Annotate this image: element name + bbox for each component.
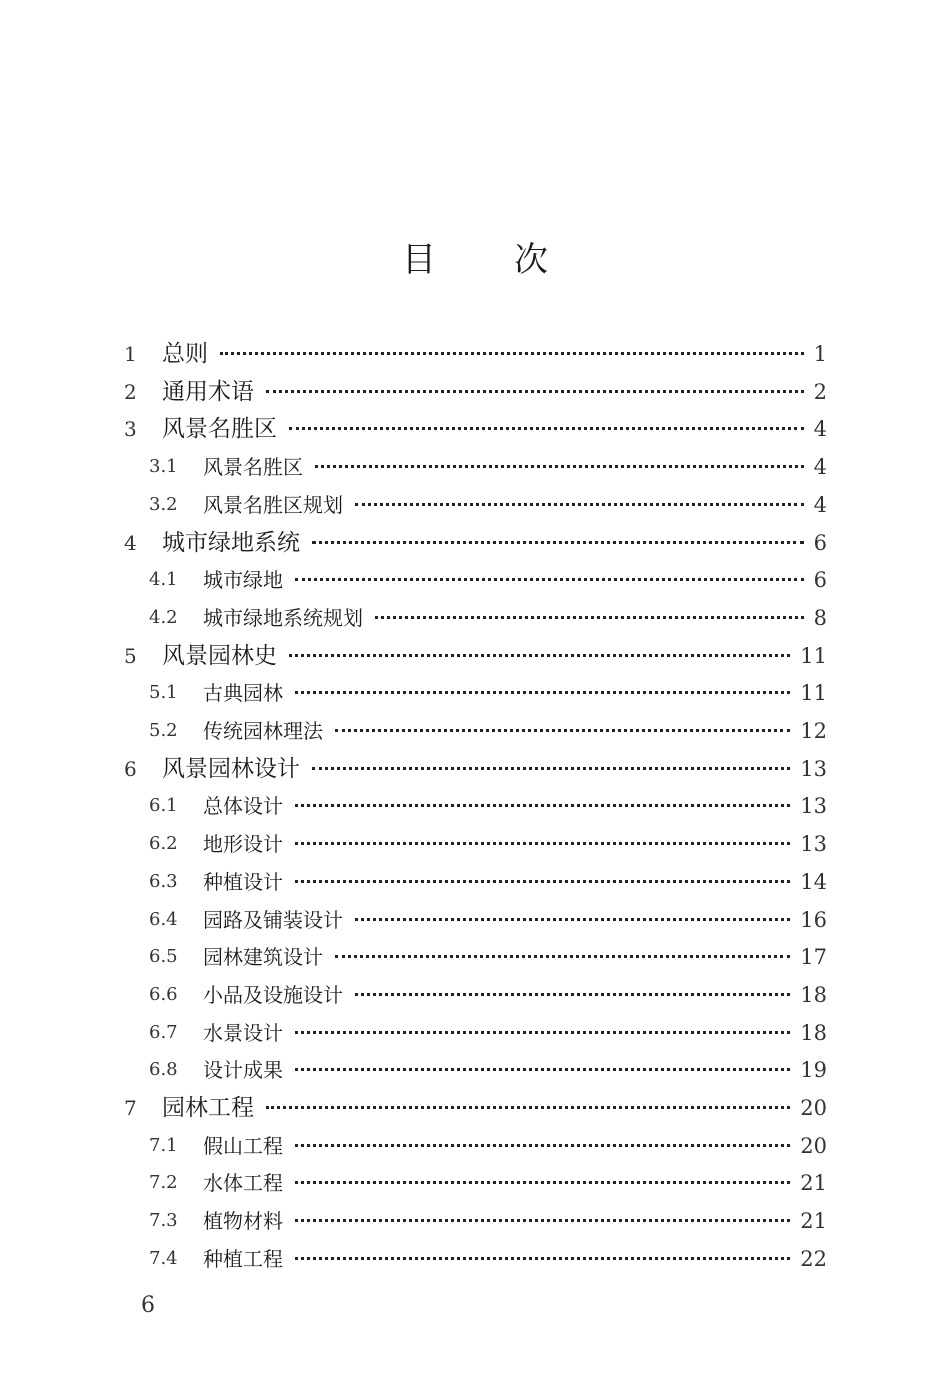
toc-entry-page: 11 [800,681,827,706]
toc-entry-page: 6 [813,530,827,555]
footer-page-number: 6 [141,1293,155,1318]
toc-entry-number: 3.1 [149,456,178,478]
toc-entry[interactable] [0,637,950,675]
toc-dot-leader [266,387,804,393]
toc-dot-leader [295,1028,790,1034]
toc-entry-number: 6.5 [149,946,178,968]
toc-entry[interactable] [0,1014,950,1052]
toc-entry-title: 假山工程 [203,1131,287,1161]
toc-entry-title: 风景名胜区 [162,414,281,444]
toc-dot-leader [335,726,790,732]
toc-entry[interactable] [0,599,950,637]
toc-entry-title: 园林工程 [162,1093,258,1123]
toc-dot-leader [295,1178,790,1184]
toc-entry-number: 6.7 [149,1021,178,1043]
toc-entry-number: 7.1 [149,1134,178,1156]
toc-dot-leader [295,877,790,883]
title-char-2: 次 [514,240,548,280]
toc-entry-title: 小品及设施设计 [203,980,347,1010]
toc-dot-leader [220,349,804,355]
toc-dot-leader [289,651,790,657]
toc-dot-leader [295,1141,790,1147]
toc-entry-page: 21 [800,1171,827,1196]
toc-entry[interactable] [0,674,950,712]
toc-dot-leader [312,538,804,544]
toc-dot-leader [295,801,790,807]
toc-entry-number: 6.1 [149,795,178,817]
toc-dot-leader [295,1065,790,1071]
toc-entry-title: 传统园林理法 [203,716,327,746]
toc-entry-page: 20 [800,1133,827,1158]
toc-entry-number: 6.8 [149,1059,178,1081]
toc-entry-number: 1 [124,342,137,366]
toc-dot-leader [289,424,804,430]
toc-entry-number: 5.1 [149,682,178,704]
toc-entry-page: 13 [800,756,827,781]
toc-entry[interactable] [0,524,950,562]
toc-dot-leader [295,839,790,845]
toc-entry-number: 3.2 [149,493,178,515]
toc-entry[interactable] [0,750,950,788]
toc-entry-number: 3 [124,417,137,442]
toc-entry-page: 19 [800,1058,827,1083]
toc-entry-title: 总体设计 [203,791,287,821]
toc-entry[interactable] [0,1202,950,1240]
toc-entry[interactable] [0,410,950,448]
toc-entry-number: 4.2 [149,606,178,628]
toc-entry-number: 7 [124,1096,137,1120]
toc-entry-number: 5 [124,643,137,668]
toc-dot-leader [355,500,804,506]
toc-entry-title: 古典园林 [203,678,287,708]
toc-entry-title: 种植设计 [203,867,287,897]
toc-entry-title: 风景园林设计 [162,754,304,784]
toc-entry-page: 8 [813,605,827,630]
toc-entry-number: 4 [124,530,137,555]
toc-entry-number: 6.2 [149,833,178,855]
toc-dot-leader [295,1216,790,1222]
toc-entry[interactable] [0,1240,950,1278]
toc-entry[interactable] [0,1089,950,1127]
toc-entry[interactable] [0,825,950,863]
toc-entry-page: 2 [813,379,827,404]
toc-entry-number: 2 [124,379,137,404]
toc-entry[interactable] [0,938,950,976]
toc-dot-leader [295,1254,790,1260]
toc-entry-number: 6.4 [149,908,178,930]
toc-entry[interactable] [0,448,950,486]
toc-dot-leader [295,688,790,694]
toc-entry-page: 17 [800,945,827,970]
toc-entry-title: 园林建筑设计 [203,942,327,972]
toc-dot-leader [315,462,804,468]
toc-entry-title: 城市绿地 [203,565,287,595]
toc-entry-title: 地形设计 [203,829,287,859]
toc-entry-page: 6 [813,568,827,593]
toc-entry-title: 水体工程 [203,1168,287,1198]
toc-entry-title: 风景园林史 [162,641,281,671]
toc-entry-page: 18 [800,982,827,1007]
toc-dot-leader [312,764,790,770]
toc-entry-page: 14 [800,869,827,894]
toc-entry-page: 20 [800,1096,827,1120]
toc-entry-title: 水景设计 [203,1018,287,1048]
title-char-1: 目 [402,240,436,280]
toc-dot-leader [355,915,790,921]
toc-dot-leader [375,613,804,619]
page-title [0,238,950,282]
toc-entry-number: 7.2 [149,1172,178,1194]
toc-entry[interactable] [0,1164,950,1202]
toc-entry-title: 总则 [162,339,212,369]
toc-entry-title: 通用术语 [162,377,258,407]
toc-entry-page: 13 [800,794,827,819]
toc-entry-page: 4 [813,417,827,442]
toc-entry[interactable] [0,561,950,599]
toc-entry-page: 13 [800,832,827,857]
toc-entry-number: 7.4 [149,1247,178,1269]
toc-entry[interactable] [0,1051,950,1089]
toc-entry-page: 16 [800,907,827,932]
toc-entry-page: 22 [800,1246,827,1271]
toc-entry[interactable] [0,712,950,750]
toc-entry[interactable] [0,901,950,939]
toc-entry-number: 7.3 [149,1210,178,1232]
toc-entry-title: 风景名胜区规划 [203,490,347,520]
toc-entry-title: 种植工程 [203,1244,287,1274]
toc-entry-page: 11 [800,643,827,668]
toc-entry-page: 4 [813,455,827,480]
toc-entry-number: 6 [124,756,137,781]
toc-entry-title: 植物材料 [203,1206,287,1236]
toc-entry-title: 设计成果 [203,1055,287,1085]
toc-entry[interactable] [0,373,950,411]
toc-entry-title: 城市绿地系统规划 [203,603,367,633]
toc-entry[interactable] [0,335,950,373]
toc-dot-leader [266,1103,790,1109]
toc-dot-leader [355,990,790,996]
toc-entry-number: 4.1 [149,569,178,591]
toc-entry[interactable] [0,863,950,901]
toc-entry-page: 1 [813,342,827,366]
toc-entry-page: 4 [813,492,827,517]
toc-entry-number: 6.3 [149,870,178,892]
toc-entry-title: 风景名胜区 [203,452,307,482]
toc-entry[interactable] [0,976,950,1014]
toc-entry-title: 园路及铺装设计 [203,905,347,935]
toc-entry[interactable] [0,486,950,524]
toc-entry-number: 6.6 [149,983,178,1005]
toc-dot-leader [335,952,790,958]
toc-entry-number: 5.2 [149,720,178,741]
toc-entry-title: 城市绿地系统 [162,528,304,558]
toc-entry-page: 18 [800,1020,827,1045]
toc-entry-page: 12 [800,719,827,743]
toc-entry[interactable] [0,1127,950,1165]
toc-entry-page: 21 [800,1209,827,1234]
toc-dot-leader [295,575,804,581]
toc-entry[interactable] [0,787,950,825]
